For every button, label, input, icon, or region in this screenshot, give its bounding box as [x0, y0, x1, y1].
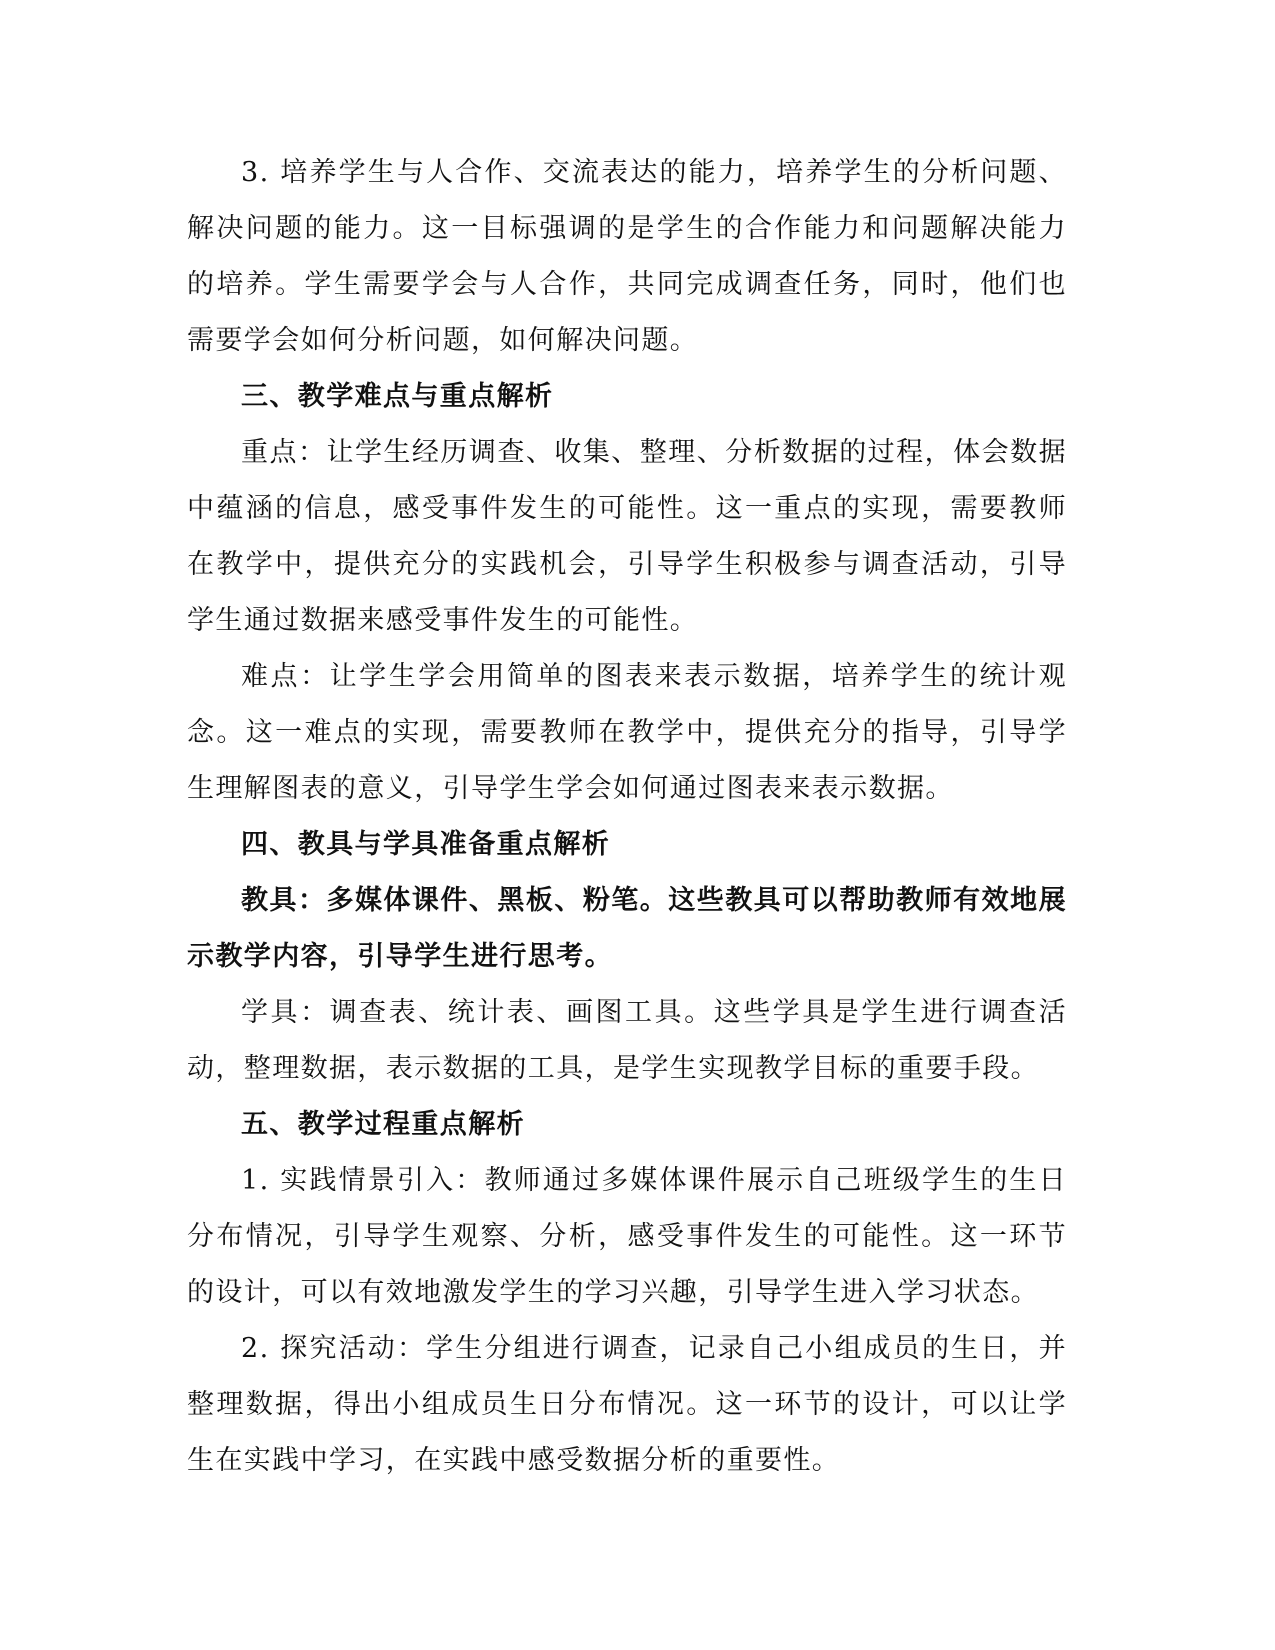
paragraph-key-point: 重点：让学生经历调查、收集、整理、分析数据的过程，体会数据中蕴涵的信息，感受事件发生的可能性。这一重点的实现，需要教师在教学中，提供充分的实践机会，引导学生积极参与调查活动，引导学生通过数据来感受事件发生的可能性。 [187, 437, 1067, 636]
section-heading-3: 三、教学难点与重点解析 [241, 381, 554, 412]
paragraph-process-2: 2. 探究活动：学生分组进行调查，记录自己小组成员的生日，并整理数据，得出小组成员生日分布情况。这一环节的设计，可以让学生在实践中学习，在实践中感受数据分析的重要性。 [187, 1333, 1067, 1476]
paragraph-teaching-aids: 教具：多媒体课件、黑板、粉笔。这些教具可以帮助教师有效地展示教学内容，引导学生进行思考。 [187, 885, 1067, 972]
paragraph-goal-3: 3. 培养学生与人合作、交流表达的能力，培养学生的分析问题、解决问题的能力。这一目标强调的是学生的合作能力和问题解决能力的培养。学生需要学会与人合作，共同完成调查任务，同时，他们也需要学会如何分析问题，如何解决问题。 [187, 157, 1067, 356]
paragraph-process-1: 1. 实践情景引入：教师通过多媒体课件展示自己班级学生的生日分布情况，引导学生观察、分析，感受事件发生的可能性。这一环节的设计，可以有效地激发学生的学习兴趣，引导学生进入学习状态。 [187, 1165, 1067, 1308]
paragraph-difficult-point: 难点：让学生学会用简单的图表来表示数据，培养学生的统计观念。这一难点的实现，需要教师在教学中，提供充分的指导，引导学生理解图表的意义，引导学生学会如何通过图表来表示数据。 [187, 661, 1067, 804]
section-heading-5: 五、教学过程重点解析 [241, 1109, 525, 1140]
document-body [187, 145, 1067, 1489]
paragraph-learning-aids: 学具：调查表、统计表、画图工具。这些学具是学生进行调查活动，整理数据，表示数据的工具，是学生实现教学目标的重要手段。 [187, 997, 1067, 1084]
section-heading-4: 四、教具与学具准备重点解析 [241, 829, 611, 860]
